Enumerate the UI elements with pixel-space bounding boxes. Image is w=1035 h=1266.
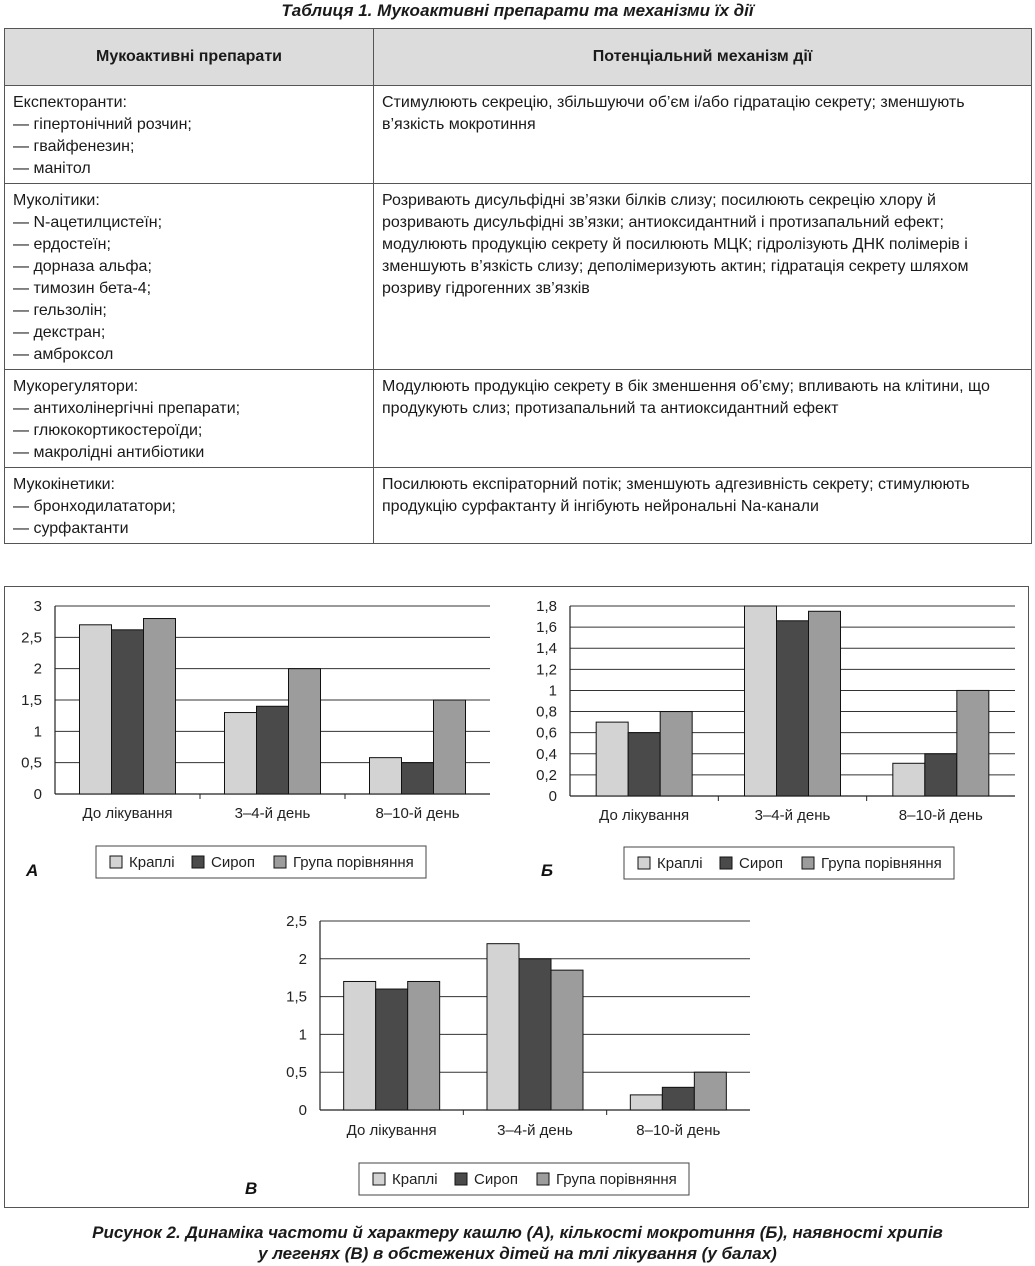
legend-swatch xyxy=(274,856,286,868)
legend-label: Група порівняння xyxy=(556,1171,677,1188)
legend xyxy=(624,847,954,879)
drug-line: — манітол xyxy=(13,160,91,177)
legend-label: Краплі xyxy=(392,1171,438,1188)
drug-line: Мукорегулятори: xyxy=(13,378,139,395)
bar xyxy=(745,606,777,796)
bar xyxy=(344,981,376,1110)
bar xyxy=(257,706,289,794)
bar xyxy=(660,712,692,796)
bar xyxy=(662,1087,694,1110)
y-tick-label: 1,2 xyxy=(536,661,557,679)
legend-swatch xyxy=(110,856,122,868)
legend xyxy=(96,846,426,878)
drug-line: Муколітики: xyxy=(13,192,100,209)
drug-cell xyxy=(5,468,374,544)
y-tick-label: 1,6 xyxy=(536,619,557,637)
y-tick-label: 1,5 xyxy=(21,692,42,709)
drug-line: — бронходилататори; xyxy=(13,498,176,515)
table-row xyxy=(5,184,1032,370)
bar xyxy=(434,700,466,794)
drug-line: — амброксол xyxy=(13,346,114,363)
legend-label: Сироп xyxy=(474,1171,519,1188)
drug-cell xyxy=(5,86,374,184)
y-tick-label: 1,4 xyxy=(536,640,557,658)
y-tick-label: 0,8 xyxy=(536,703,557,721)
y-tick-label: 2,5 xyxy=(286,913,307,930)
y-tick-label: 1 xyxy=(548,682,557,700)
y-tick-label: 1,5 xyxy=(286,988,307,1006)
bar xyxy=(289,669,321,794)
mucoactive-table xyxy=(4,28,1032,544)
x-tick-label: До лікування xyxy=(346,1122,437,1139)
chart-a xyxy=(0,590,500,890)
bar xyxy=(144,619,176,794)
bar xyxy=(630,1095,662,1110)
table-header-row xyxy=(5,29,1032,86)
legend-label: Сироп xyxy=(211,854,256,871)
legend-swatch xyxy=(455,1173,467,1185)
bar xyxy=(628,733,660,796)
drug-line: — антихолінергічні препарати; xyxy=(13,400,241,417)
drug-line: — N-ацетилцистеїн; xyxy=(13,214,163,231)
panel-label: Б xyxy=(541,861,554,880)
y-tick-label: 2 xyxy=(33,660,42,678)
bar xyxy=(551,970,583,1110)
x-tick-label: 3–4-й день xyxy=(754,807,831,824)
y-tick-label: 1 xyxy=(298,1026,307,1044)
table-row xyxy=(5,86,1032,184)
figure-caption-line2: у легенях (В) в обстежених дітей на тлі лікування (у балах) xyxy=(258,1244,777,1263)
mechanism-cell: Посилюють експіраторний потік; зменшують адгезивність секрету; стимулюють продукцію сурфактанту й інгібують нейрональні Na-канали xyxy=(374,468,1032,544)
x-tick-label: 3–4-й день xyxy=(234,805,311,822)
y-tick-label: 1 xyxy=(33,723,42,741)
legend-swatch xyxy=(373,1173,385,1185)
drug-line: — ердостеїн; xyxy=(13,236,111,253)
drug-line: Експекторанти: xyxy=(13,94,127,111)
bar xyxy=(809,611,841,796)
bar xyxy=(112,630,144,794)
x-tick-label: До лікування xyxy=(82,805,173,822)
y-tick-label: 2 xyxy=(298,950,307,968)
bar xyxy=(225,713,257,794)
figure-caption xyxy=(0,1222,1035,1264)
header-drugs: Мукоактивні препарати xyxy=(5,29,374,86)
mechanism-cell: Розривають дисульфідні зв’язки білків слизу; посилюють секрецію хлору й розривають дисульфідні зв’язки; антиоксидантний і протизапальний ефект; модулюють продукцію секрету й посилюють МЦК; гідролізують ДНК полімерів і зменшують в’язкість слизу; деполімеризують актин; гідратація секрету шляхом розриву гідрогенних зв’язків xyxy=(374,184,1032,370)
drug-line: — гіпертонічний розчин; xyxy=(13,116,192,133)
drug-line: Мукокінетики: xyxy=(13,476,115,493)
bar xyxy=(957,690,989,796)
table-row xyxy=(5,468,1032,544)
y-tick-label: 0,4 xyxy=(536,745,557,763)
mechanism-cell: Модулюють продукцію секрету в бік зменшення об’єму; впливають на клітини, що продукують слиз; протизапальний та антиоксидантний ефект xyxy=(374,370,1032,468)
y-tick-label: 0,5 xyxy=(286,1064,307,1082)
y-tick-label: 0,2 xyxy=(536,766,557,784)
drug-line: — декстран; xyxy=(13,324,106,341)
drug-line: — гельзолін; xyxy=(13,302,107,319)
drug-line: — сурфактанти xyxy=(13,520,129,537)
bar xyxy=(925,754,957,796)
header-mechanism: Потенціальний механізм дії xyxy=(374,29,1032,86)
drug-line: — тимозин бета-4; xyxy=(13,280,152,297)
panel-label: А xyxy=(26,861,39,880)
legend-swatch xyxy=(720,857,732,869)
y-tick-label: 0 xyxy=(298,1102,307,1119)
legend-swatch xyxy=(802,857,814,869)
bar xyxy=(893,763,925,796)
mechanism-cell: Стимулюють секрецію, збільшуючи об’єм і/або гідратацію секрету; зменшують в’язкість мокротиння xyxy=(374,86,1032,184)
x-tick-label: До лікування xyxy=(599,807,690,824)
table-caption: Таблиця 1. Мукоактивні препарати та механізми їх дії xyxy=(281,1,754,20)
y-tick-label: 0,6 xyxy=(536,724,557,742)
legend-label: Група порівняння xyxy=(821,855,942,872)
bar xyxy=(694,1072,726,1110)
legend-swatch xyxy=(537,1173,549,1185)
bar xyxy=(408,981,440,1110)
legend-label: Група порівняння xyxy=(293,854,414,871)
figure-caption-line1: Рисунок 2. Динаміка частоти й характеру кашлю (А), кількості мокротиння (Б), наявності хрипів xyxy=(92,1223,943,1242)
legend-label: Краплі xyxy=(129,854,175,871)
bar xyxy=(487,944,519,1110)
bar xyxy=(376,989,408,1110)
legend-label: Сироп xyxy=(739,855,784,872)
x-tick-label: 8–10-й день xyxy=(375,805,460,822)
legend-swatch xyxy=(192,856,204,868)
y-tick-label: 2,5 xyxy=(21,629,42,647)
bar xyxy=(519,959,551,1110)
y-tick-label: 3 xyxy=(33,598,42,615)
chart-b xyxy=(525,590,1025,890)
y-tick-label: 0 xyxy=(33,786,42,803)
drug-line: — макролідні антибіотики xyxy=(13,444,205,461)
drug-line: — глюкокортикостероїди; xyxy=(13,422,203,439)
x-tick-label: 3–4-й день xyxy=(497,1122,573,1139)
x-tick-label: 8–10-й день xyxy=(898,807,983,824)
y-tick-label: 0,5 xyxy=(21,754,42,772)
drug-line: — дорназа альфа; xyxy=(13,258,152,275)
y-tick-label: 1,8 xyxy=(536,598,557,615)
y-tick-label: 0 xyxy=(548,788,557,805)
bar xyxy=(596,722,628,796)
chart-c xyxy=(245,905,760,1205)
bar xyxy=(370,758,402,794)
x-tick-label: 8–10-й день xyxy=(636,1122,721,1139)
drug-cell xyxy=(5,184,374,370)
bar xyxy=(777,621,809,796)
legend-label: Краплі xyxy=(657,855,703,872)
bar xyxy=(80,625,112,794)
drug-cell xyxy=(5,370,374,468)
table-row xyxy=(5,370,1032,468)
legend-swatch xyxy=(638,857,650,869)
legend xyxy=(359,1163,689,1195)
panel-label: В xyxy=(245,1179,258,1198)
bar xyxy=(402,763,434,794)
drug-line: — гвайфенезин; xyxy=(13,138,135,155)
